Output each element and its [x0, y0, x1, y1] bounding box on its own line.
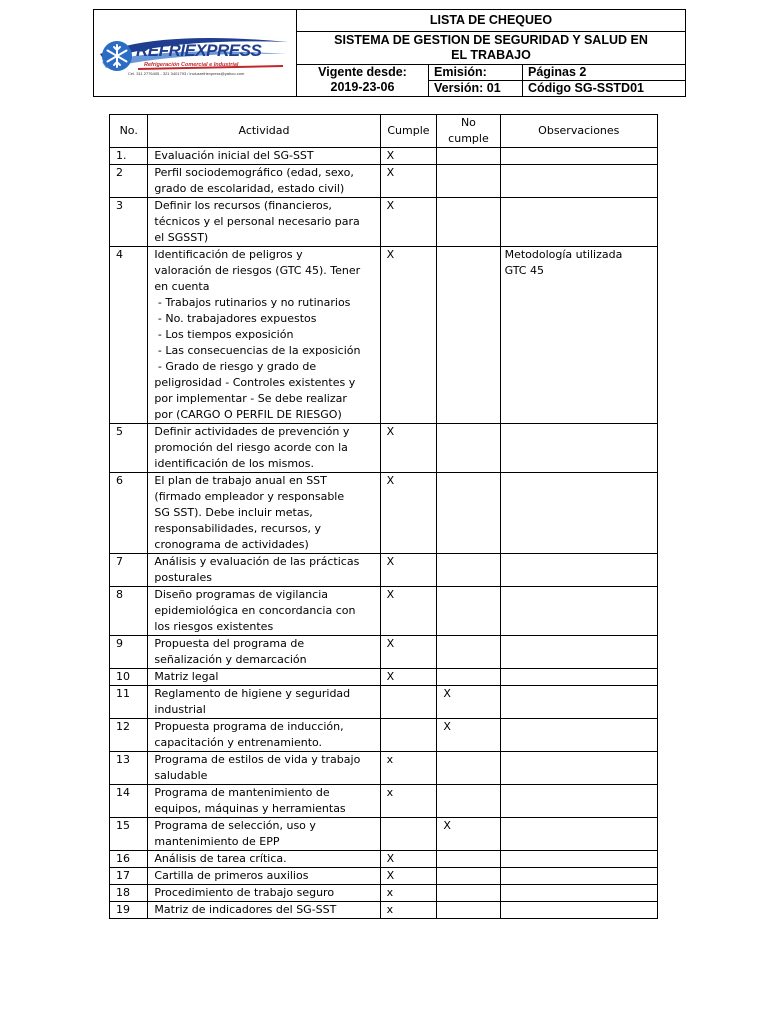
activity-text-line: capacitación y entrenamiento.: [154, 736, 323, 749]
row-number: 15: [110, 818, 148, 851]
row-number: 2: [110, 165, 148, 198]
no-cumple-mark: [437, 554, 500, 587]
observaciones-cell: [500, 868, 657, 885]
table-row: [110, 636, 658, 669]
observaciones-cell: [500, 669, 657, 686]
no-cumple-mark: [437, 587, 500, 636]
row-number: 8: [110, 587, 148, 636]
cumple-mark: X: [380, 587, 437, 636]
activity-text-line: - Los tiempos exposición: [154, 328, 294, 341]
observaciones-cell: [500, 247, 657, 424]
no-cumple-mark: X: [437, 686, 500, 719]
activity-text-line: (firmado empleador y responsable: [154, 490, 345, 503]
activity-text-line: mantenimiento de EPP: [154, 835, 280, 848]
checklist-table: [109, 114, 658, 919]
activity-text-line: cronograma de actividades): [154, 538, 309, 551]
activity-text-line: equipos, máquinas y herramientas: [154, 802, 346, 815]
cumple-mark: [380, 818, 437, 851]
activity-text-line: - Grado de riesgo y grado de: [154, 360, 317, 373]
observaciones-cell: [500, 424, 657, 473]
observaciones-cell: [500, 198, 657, 247]
table-row: [110, 885, 658, 902]
activity-text-line: identificación de los mismos.: [154, 457, 315, 470]
table-row: [110, 247, 658, 424]
row-number: 18: [110, 885, 148, 902]
observaciones-cell: [500, 885, 657, 902]
table-row: [110, 198, 658, 247]
col-header-no-cumple-line2: cumple: [448, 132, 489, 145]
cumple-mark: X: [380, 473, 437, 554]
cumple-mark: [380, 719, 437, 752]
no-cumple-mark: X: [437, 719, 500, 752]
activity-cell: [148, 868, 380, 885]
activity-text-line: Matriz de indicadores del SG-SST: [154, 903, 337, 916]
cumple-mark: X: [380, 636, 437, 669]
document-header: [93, 9, 686, 97]
activity-text-line: El plan de trabajo anual en SST: [154, 474, 327, 487]
row-number: 1.: [110, 148, 148, 165]
observaciones-cell: [500, 587, 657, 636]
checklist-body: [110, 148, 658, 919]
col-header-actividad: Actividad: [148, 115, 380, 148]
cumple-mark: X: [380, 247, 437, 424]
table-row: [110, 424, 658, 473]
row-number: 13: [110, 752, 148, 785]
vigente-cell: [297, 65, 429, 96]
no-cumple-mark: [437, 148, 500, 165]
observaciones-cell: [500, 686, 657, 719]
no-cumple-mark: [437, 902, 500, 919]
activity-cell: [148, 818, 380, 851]
cumple-mark: [380, 686, 437, 719]
table-row: [110, 851, 658, 868]
no-cumple-mark: [437, 669, 500, 686]
vigente-label: Vigente desde:: [318, 65, 407, 79]
activity-text-line: posturales: [154, 571, 212, 584]
no-cumple-mark: [437, 851, 500, 868]
observaciones-cell: [500, 851, 657, 868]
table-row: [110, 868, 658, 885]
observaciones-cell: [500, 165, 657, 198]
activity-text-line: Programa de mantenimiento de: [154, 786, 330, 799]
activity-text-line: promoción del riesgo acorde con la: [154, 441, 348, 454]
no-cumple-mark: [437, 247, 500, 424]
observaciones-cell: [500, 636, 657, 669]
col-header-cumple: Cumple: [380, 115, 437, 148]
cumple-mark: x: [380, 785, 437, 818]
codigo-label: Código SG-SSTD01: [528, 81, 644, 95]
activity-cell: [148, 851, 380, 868]
table-row: [110, 554, 658, 587]
no-cumple-mark: [437, 198, 500, 247]
no-cumple-mark: X: [437, 818, 500, 851]
activity-text-line: Definir actividades de prevención y: [154, 425, 350, 438]
activity-cell: [148, 902, 380, 919]
activity-text-line: Propuesta programa de inducción,: [154, 720, 344, 733]
activity-text-line: Procedimiento de trabajo seguro: [154, 886, 335, 899]
row-number: 4: [110, 247, 148, 424]
activity-cell: [148, 587, 380, 636]
table-row: [110, 719, 658, 752]
no-cumple-mark: [437, 165, 500, 198]
table-row: [110, 686, 658, 719]
table-row: [110, 148, 658, 165]
row-number: 14: [110, 785, 148, 818]
no-cumple-mark: [437, 885, 500, 902]
table-row: [110, 785, 658, 818]
activity-text-line: Programa de selección, uso y: [154, 819, 316, 832]
activity-cell: [148, 247, 380, 424]
no-cumple-mark: [437, 868, 500, 885]
activity-text-line: responsabilidades, recursos, y: [154, 522, 321, 535]
row-number: 11: [110, 686, 148, 719]
activity-text-line: saludable: [154, 769, 208, 782]
vigente-value: 2019-23-06: [330, 80, 395, 94]
logo-wordmark: REFRIEXPRESS: [136, 41, 262, 60]
col-header-no-cumple-line1: No: [460, 116, 476, 129]
observaciones-cell: [500, 473, 657, 554]
activity-cell: [148, 473, 380, 554]
table-row: [110, 902, 658, 919]
no-cumple-mark: [437, 752, 500, 785]
observaciones-cell: [500, 752, 657, 785]
cumple-mark: x: [380, 752, 437, 785]
table-row: [110, 669, 658, 686]
cumple-mark: X: [380, 198, 437, 247]
paginas-label: Páginas 2: [523, 65, 685, 81]
row-number: 17: [110, 868, 148, 885]
col-header-observaciones: Observaciones: [500, 115, 657, 148]
activity-cell: [148, 686, 380, 719]
row-number: 9: [110, 636, 148, 669]
table-row: [110, 818, 658, 851]
activity-text-line: en cuenta: [154, 280, 210, 293]
activity-text-line: Definir los recursos (financieros,: [154, 199, 332, 212]
row-number: 7: [110, 554, 148, 587]
observacion-text-line: Metodología utilizada: [504, 248, 623, 261]
activity-text-line: Perfil sociodemográfico (edad, sexo,: [154, 166, 354, 179]
activity-cell: [148, 719, 380, 752]
activity-cell: [148, 424, 380, 473]
cumple-mark: X: [380, 868, 437, 885]
document-subtitle: [297, 32, 685, 65]
row-number: 5: [110, 424, 148, 473]
activity-text-line: el SGSST): [154, 231, 209, 244]
activity-text-line: - Las consecuencias de la exposición: [154, 344, 361, 357]
activity-text-line: Programa de estilos de vida y trabajo: [154, 753, 361, 766]
row-number: 16: [110, 851, 148, 868]
activity-text-line: - Trabajos rutinarios y no rutinarios: [154, 296, 351, 309]
row-number: 3: [110, 198, 148, 247]
observaciones-cell: [500, 719, 657, 752]
activity-text-line: grado de escolaridad, estado civil): [154, 182, 345, 195]
table-header-row: [110, 115, 658, 148]
activity-text-line: SG SST). Debe incluir metas,: [154, 506, 313, 519]
activity-text-line: peligrosidad - Controles existentes y: [154, 376, 356, 389]
activity-text-line: Análisis y evaluación de las prácticas: [154, 555, 360, 568]
activity-text-line: Reglamento de higiene y seguridad: [154, 687, 351, 700]
activity-cell: [148, 885, 380, 902]
activity-cell: [148, 165, 380, 198]
activity-text-line: Propuesta del programa de: [154, 637, 305, 650]
activity-text-line: Evaluación inicial del SG-SST: [154, 149, 314, 162]
activity-text-line: los riesgos existentes: [154, 620, 274, 633]
subtitle-line-2: EL TRABAJO: [451, 48, 531, 62]
table-row: [110, 752, 658, 785]
no-cumple-mark: [437, 636, 500, 669]
no-cumple-mark: [437, 424, 500, 473]
paginas-cell: [523, 65, 685, 96]
cumple-mark: X: [380, 851, 437, 868]
col-header-no: No.: [110, 115, 148, 148]
observaciones-cell: [500, 554, 657, 587]
document-title: LISTA DE CHEQUEO: [297, 10, 685, 32]
observaciones-cell: [500, 148, 657, 165]
cumple-mark: X: [380, 424, 437, 473]
row-number: 6: [110, 473, 148, 554]
activity-text-line: industrial: [154, 703, 206, 716]
cumple-mark: x: [380, 885, 437, 902]
table-row: [110, 165, 658, 198]
emision-label: Emisión:: [429, 65, 522, 81]
cumple-mark: X: [380, 165, 437, 198]
no-cumple-mark: [437, 785, 500, 818]
observaciones-cell: [500, 902, 657, 919]
activity-text-line: Cartilla de primeros auxilios: [154, 869, 309, 882]
activity-text-line: por (CARGO O PERFIL DE RIESGO): [154, 408, 342, 421]
activity-text-line: Matriz legal: [154, 670, 219, 683]
activity-cell: [148, 669, 380, 686]
cumple-mark: X: [380, 669, 437, 686]
company-logo: [94, 10, 297, 96]
row-number: 10: [110, 669, 148, 686]
no-cumple-mark: [437, 473, 500, 554]
activity-text-line: valoración de riesgos (GTC 45). Tener: [154, 264, 361, 277]
table-row: [110, 587, 658, 636]
activity-text-line: epidemiológica en concordancia con: [154, 604, 356, 617]
activity-cell: [148, 785, 380, 818]
activity-cell: [148, 148, 380, 165]
row-number: 12: [110, 719, 148, 752]
activity-cell: [148, 636, 380, 669]
cumple-mark: X: [380, 554, 437, 587]
logo-contact: Cel. 311 2776405 - 321 3401793 / inclusrefriexpress@yahoo.com: [128, 71, 245, 76]
activity-text-line: Diseño programas de vigilancia: [154, 588, 329, 601]
activity-text-line: técnicos y el personal necesario para: [154, 215, 360, 228]
version-label: Versión: 01: [434, 81, 501, 95]
col-header-no-cumple: [437, 115, 500, 148]
logo-subtitle: Refrigeración Comercial e Industrial: [144, 62, 239, 68]
table-row: [110, 473, 658, 554]
emision-cell: [429, 65, 523, 96]
snowflake-icon: [101, 40, 133, 72]
subtitle-line-1: SISTEMA DE GESTION DE SEGURIDAD Y SALUD EN: [334, 33, 648, 47]
activity-cell: [148, 554, 380, 587]
row-number: 19: [110, 902, 148, 919]
activity-text-line: - No. trabajadores expuestos: [154, 312, 317, 325]
activity-text-line: Análisis de tarea crítica.: [154, 852, 287, 865]
activity-text-line: por implementar - Se debe realizar: [154, 392, 347, 405]
observacion-text-line: GTC 45: [504, 264, 544, 277]
activity-cell: [148, 198, 380, 247]
activity-text-line: Identificación de peligros y: [154, 248, 303, 261]
cumple-mark: x: [380, 902, 437, 919]
observaciones-cell: [500, 818, 657, 851]
cumple-mark: X: [380, 148, 437, 165]
activity-text-line: señalización y demarcación: [154, 653, 307, 666]
activity-cell: [148, 752, 380, 785]
observaciones-cell: [500, 785, 657, 818]
